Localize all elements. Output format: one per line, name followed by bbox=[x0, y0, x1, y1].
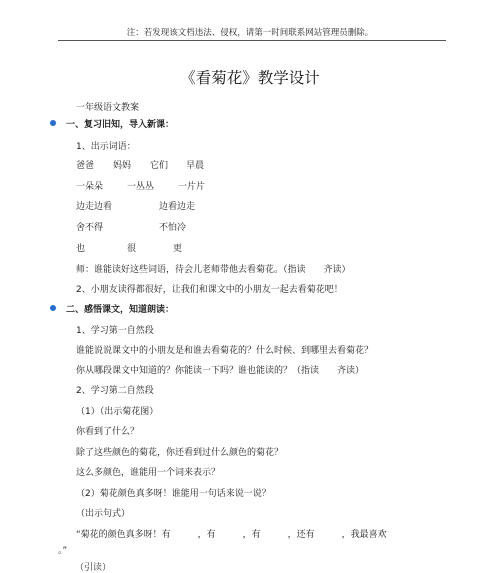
bullet-icon bbox=[50, 120, 56, 126]
text-line: 你从哪段课文中知道的？你能读一下吗？谁也能读的？（指读 齐读） bbox=[76, 366, 365, 376]
text-line: 除了这些颜色的菊花，你还看到过什么颜色的菊花？ bbox=[76, 448, 284, 458]
word: 不怕冷 bbox=[159, 223, 187, 233]
text-line: 师：谁能读好这些词语，待会儿老师带他去看菊花。（指读 齐读） bbox=[76, 265, 351, 275]
header-rule bbox=[58, 40, 446, 41]
word: 一朵朵 bbox=[76, 182, 104, 192]
text-line: 2、学习第二自然段 bbox=[76, 386, 154, 396]
text-line: 。” bbox=[58, 546, 68, 556]
word: 也 bbox=[76, 244, 86, 254]
text-line: 1、出示词语： bbox=[76, 142, 136, 152]
copyright-notice: 注：若发现该文档违法、侵权，请第一时间联系网站管理员删除。 bbox=[126, 28, 374, 38]
text-line: （1）（出示菊花图） bbox=[76, 407, 159, 417]
subtitle: 一年级语文教案 bbox=[76, 103, 140, 113]
text-line: 这么多颜色，谁能用一个词来表示？ bbox=[76, 468, 221, 478]
word: 爸爸 bbox=[76, 161, 95, 171]
word: 很 bbox=[127, 244, 137, 254]
text-line: （2）菊花颜色真多呀！谁能用一句话来说一说？ bbox=[76, 489, 271, 499]
word: 妈妈 bbox=[113, 161, 132, 171]
word: 边走边看 bbox=[76, 202, 113, 212]
word: 它们 bbox=[150, 161, 169, 171]
text-line: 2、小朋友读得都很好，让我们和课文中的小朋友一起去看菊花吧！ bbox=[76, 285, 343, 295]
text-line: 你看到了什么？ bbox=[76, 427, 140, 437]
word: 边看边走 bbox=[159, 202, 196, 212]
section-heading-2: 二、感悟课文，知道朗读： bbox=[66, 305, 175, 315]
text-line: 谁能说说课文中的小朋友是和谁去看菊花的？什么时候、到哪里去看菊花？ bbox=[76, 346, 374, 356]
cut-off-line: （引读） bbox=[75, 563, 112, 573]
text-line: （出示句式） bbox=[76, 509, 131, 519]
word: 舍不得 bbox=[76, 223, 104, 233]
page-title: 《看菊花》教学设计 bbox=[180, 69, 320, 87]
section-heading-1: 一、复习旧知，导入新课： bbox=[66, 120, 175, 130]
word: 早晨 bbox=[186, 161, 205, 171]
word: 更 bbox=[173, 244, 183, 254]
word: 一片片 bbox=[178, 182, 206, 192]
word: 一丛丛 bbox=[127, 182, 155, 192]
text-line: 1、学习第一自然段 bbox=[76, 326, 154, 336]
bullet-icon bbox=[50, 305, 56, 311]
text-line: “菊花的颜色真多呀！有 ，有 ，有 ，还有 ，我最喜欢 bbox=[76, 530, 387, 540]
